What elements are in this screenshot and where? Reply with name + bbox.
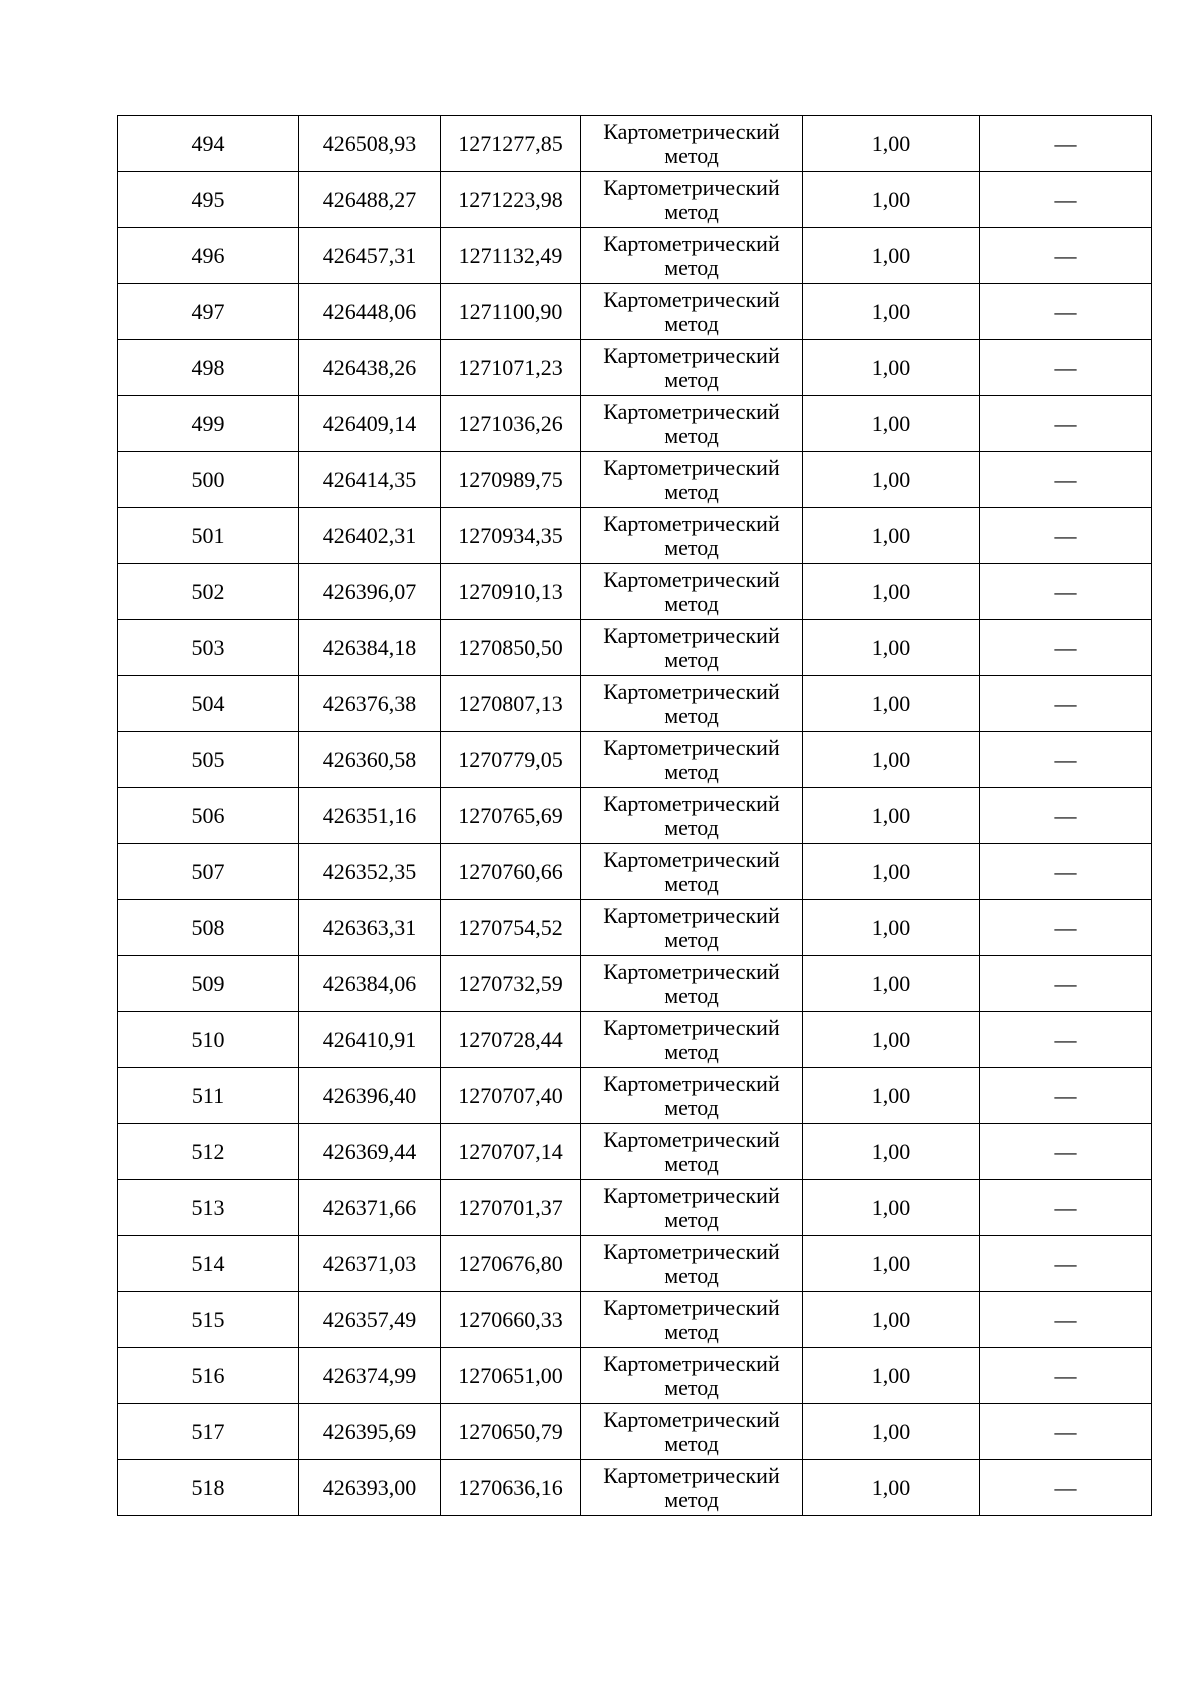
table-row (118, 1460, 1152, 1516)
accuracy-cell: 1,00 (803, 676, 980, 732)
x-coordinate-cell: 426448,06 (299, 284, 441, 340)
table-row (118, 116, 1152, 172)
y-coordinate-cell: 1270989,75 (441, 452, 581, 508)
point-number-cell: 509 (118, 956, 299, 1012)
point-number-cell: 507 (118, 844, 299, 900)
method-text: Картометрический метод (603, 1070, 780, 1120)
point-number-cell: 499 (118, 396, 299, 452)
method-cell (581, 732, 803, 788)
method-text: Картометрический метод (603, 846, 780, 896)
y-coordinate-cell: 1270651,00 (441, 1348, 581, 1404)
accuracy-cell: 1,00 (803, 732, 980, 788)
accuracy-cell: 1,00 (803, 1348, 980, 1404)
method-cell (581, 1404, 803, 1460)
note-cell: — (980, 620, 1152, 676)
note-cell: — (980, 228, 1152, 284)
method-cell (581, 228, 803, 284)
x-coordinate-cell: 426396,40 (299, 1068, 441, 1124)
note-cell: — (980, 900, 1152, 956)
accuracy-cell: 1,00 (803, 1124, 980, 1180)
method-text: Картометрический метод (603, 734, 780, 784)
method-text: Картометрический метод (603, 1350, 780, 1400)
accuracy-cell: 1,00 (803, 1180, 980, 1236)
method-cell (581, 508, 803, 564)
x-coordinate-cell: 426351,16 (299, 788, 441, 844)
table-row (118, 1292, 1152, 1348)
y-coordinate-cell: 1271071,23 (441, 340, 581, 396)
method-text: Картометрический метод (603, 398, 780, 448)
method-cell (581, 1124, 803, 1180)
accuracy-cell: 1,00 (803, 844, 980, 900)
method-cell (581, 844, 803, 900)
x-coordinate-cell: 426363,31 (299, 900, 441, 956)
x-coordinate-cell: 426414,35 (299, 452, 441, 508)
note-cell: — (980, 732, 1152, 788)
note-cell: — (980, 396, 1152, 452)
table-row (118, 844, 1152, 900)
accuracy-cell: 1,00 (803, 172, 980, 228)
method-cell (581, 1348, 803, 1404)
accuracy-cell: 1,00 (803, 900, 980, 956)
point-number-cell: 514 (118, 1236, 299, 1292)
note-cell: — (980, 844, 1152, 900)
method-text: Картометрический метод (603, 1126, 780, 1176)
y-coordinate-cell: 1270760,66 (441, 844, 581, 900)
table-row (118, 508, 1152, 564)
note-cell: — (980, 956, 1152, 1012)
y-coordinate-cell: 1271132,49 (441, 228, 581, 284)
note-cell: — (980, 452, 1152, 508)
table-row (118, 676, 1152, 732)
point-number-cell: 518 (118, 1460, 299, 1516)
note-cell: — (980, 172, 1152, 228)
method-cell (581, 676, 803, 732)
table-row (118, 732, 1152, 788)
note-cell: — (980, 1236, 1152, 1292)
y-coordinate-cell: 1270660,33 (441, 1292, 581, 1348)
point-number-cell: 503 (118, 620, 299, 676)
method-cell (581, 620, 803, 676)
method-text: Картометрический метод (603, 342, 780, 392)
coordinates-table (117, 115, 1152, 1516)
y-coordinate-cell: 1270754,52 (441, 900, 581, 956)
method-text: Картометрический метод (603, 790, 780, 840)
table-row (118, 1404, 1152, 1460)
point-number-cell: 500 (118, 452, 299, 508)
x-coordinate-cell: 426384,06 (299, 956, 441, 1012)
y-coordinate-cell: 1270934,35 (441, 508, 581, 564)
method-cell (581, 956, 803, 1012)
accuracy-cell: 1,00 (803, 1460, 980, 1516)
x-coordinate-cell: 426352,35 (299, 844, 441, 900)
x-coordinate-cell: 426374,99 (299, 1348, 441, 1404)
point-number-cell: 513 (118, 1180, 299, 1236)
method-text: Картометрический метод (603, 902, 780, 952)
x-coordinate-cell: 426393,00 (299, 1460, 441, 1516)
point-number-cell: 510 (118, 1012, 299, 1068)
note-cell: — (980, 340, 1152, 396)
table-row (118, 1124, 1152, 1180)
accuracy-cell: 1,00 (803, 1404, 980, 1460)
method-cell (581, 788, 803, 844)
method-text: Картометрический метод (603, 454, 780, 504)
x-coordinate-cell: 426457,31 (299, 228, 441, 284)
method-cell (581, 452, 803, 508)
point-number-cell: 508 (118, 900, 299, 956)
x-coordinate-cell: 426376,38 (299, 676, 441, 732)
point-number-cell: 506 (118, 788, 299, 844)
point-number-cell: 505 (118, 732, 299, 788)
table-row (118, 1348, 1152, 1404)
note-cell: — (980, 508, 1152, 564)
table-row (118, 284, 1152, 340)
method-cell (581, 1292, 803, 1348)
method-cell (581, 172, 803, 228)
accuracy-cell: 1,00 (803, 284, 980, 340)
y-coordinate-cell: 1270910,13 (441, 564, 581, 620)
y-coordinate-cell: 1271223,98 (441, 172, 581, 228)
method-text: Картометрический метод (603, 510, 780, 560)
y-coordinate-cell: 1270650,79 (441, 1404, 581, 1460)
x-coordinate-cell: 426395,69 (299, 1404, 441, 1460)
method-cell (581, 340, 803, 396)
table-row (118, 620, 1152, 676)
table-body (118, 116, 1152, 1516)
note-cell: — (980, 1292, 1152, 1348)
accuracy-cell: 1,00 (803, 1236, 980, 1292)
x-coordinate-cell: 426508,93 (299, 116, 441, 172)
x-coordinate-cell: 426488,27 (299, 172, 441, 228)
note-cell: — (980, 1180, 1152, 1236)
note-cell: — (980, 1012, 1152, 1068)
point-number-cell: 494 (118, 116, 299, 172)
accuracy-cell: 1,00 (803, 788, 980, 844)
method-cell (581, 1068, 803, 1124)
y-coordinate-cell: 1270701,37 (441, 1180, 581, 1236)
point-number-cell: 515 (118, 1292, 299, 1348)
y-coordinate-cell: 1271100,90 (441, 284, 581, 340)
method-text: Картометрический метод (603, 286, 780, 336)
note-cell: — (980, 788, 1152, 844)
y-coordinate-cell: 1271277,85 (441, 116, 581, 172)
coordinates-table-container (117, 115, 1151, 1516)
method-text: Картометрический метод (603, 1014, 780, 1064)
y-coordinate-cell: 1271036,26 (441, 396, 581, 452)
table-row (118, 340, 1152, 396)
point-number-cell: 498 (118, 340, 299, 396)
table-row (118, 900, 1152, 956)
accuracy-cell: 1,00 (803, 956, 980, 1012)
point-number-cell: 511 (118, 1068, 299, 1124)
x-coordinate-cell: 426371,66 (299, 1180, 441, 1236)
method-text: Картометрический метод (603, 118, 780, 168)
point-number-cell: 512 (118, 1124, 299, 1180)
y-coordinate-cell: 1270850,50 (441, 620, 581, 676)
table-row (118, 228, 1152, 284)
accuracy-cell: 1,00 (803, 1068, 980, 1124)
table-row (118, 452, 1152, 508)
point-number-cell: 497 (118, 284, 299, 340)
method-cell (581, 564, 803, 620)
y-coordinate-cell: 1270728,44 (441, 1012, 581, 1068)
x-coordinate-cell: 426410,91 (299, 1012, 441, 1068)
x-coordinate-cell: 426409,14 (299, 396, 441, 452)
method-cell (581, 900, 803, 956)
point-number-cell: 516 (118, 1348, 299, 1404)
x-coordinate-cell: 426402,31 (299, 508, 441, 564)
point-number-cell: 517 (118, 1404, 299, 1460)
point-number-cell: 495 (118, 172, 299, 228)
accuracy-cell: 1,00 (803, 340, 980, 396)
accuracy-cell: 1,00 (803, 452, 980, 508)
accuracy-cell: 1,00 (803, 1012, 980, 1068)
x-coordinate-cell: 426369,44 (299, 1124, 441, 1180)
y-coordinate-cell: 1270765,69 (441, 788, 581, 844)
method-text: Картометрический метод (603, 622, 780, 672)
point-number-cell: 501 (118, 508, 299, 564)
x-coordinate-cell: 426438,26 (299, 340, 441, 396)
note-cell: — (980, 1460, 1152, 1516)
note-cell: — (980, 564, 1152, 620)
note-cell: — (980, 1404, 1152, 1460)
note-cell: — (980, 1068, 1152, 1124)
accuracy-cell: 1,00 (803, 396, 980, 452)
method-cell (581, 1236, 803, 1292)
table-row (118, 1012, 1152, 1068)
x-coordinate-cell: 426396,07 (299, 564, 441, 620)
accuracy-cell: 1,00 (803, 116, 980, 172)
y-coordinate-cell: 1270779,05 (441, 732, 581, 788)
method-cell (581, 1460, 803, 1516)
method-text: Картометрический метод (603, 958, 780, 1008)
y-coordinate-cell: 1270807,13 (441, 676, 581, 732)
accuracy-cell: 1,00 (803, 228, 980, 284)
method-text: Картометрический метод (603, 174, 780, 224)
method-cell (581, 284, 803, 340)
method-text: Картометрический метод (603, 1462, 780, 1512)
table-row (118, 172, 1152, 228)
accuracy-cell: 1,00 (803, 564, 980, 620)
table-row (118, 1068, 1152, 1124)
table-row (118, 1180, 1152, 1236)
x-coordinate-cell: 426384,18 (299, 620, 441, 676)
x-coordinate-cell: 426371,03 (299, 1236, 441, 1292)
accuracy-cell: 1,00 (803, 508, 980, 564)
note-cell: — (980, 116, 1152, 172)
method-cell (581, 1180, 803, 1236)
method-cell (581, 116, 803, 172)
y-coordinate-cell: 1270707,40 (441, 1068, 581, 1124)
y-coordinate-cell: 1270707,14 (441, 1124, 581, 1180)
y-coordinate-cell: 1270732,59 (441, 956, 581, 1012)
point-number-cell: 502 (118, 564, 299, 620)
note-cell: — (980, 1348, 1152, 1404)
method-text: Картометрический метод (603, 678, 780, 728)
note-cell: — (980, 284, 1152, 340)
method-text: Картометрический метод (603, 1406, 780, 1456)
point-number-cell: 496 (118, 228, 299, 284)
method-cell (581, 396, 803, 452)
x-coordinate-cell: 426360,58 (299, 732, 441, 788)
table-row (118, 956, 1152, 1012)
table-row (118, 564, 1152, 620)
method-text: Картометрический метод (603, 230, 780, 280)
method-text: Картометрический метод (603, 1182, 780, 1232)
method-cell (581, 1012, 803, 1068)
method-text: Картометрический метод (603, 566, 780, 616)
method-text: Картометрический метод (603, 1238, 780, 1288)
table-row (118, 1236, 1152, 1292)
x-coordinate-cell: 426357,49 (299, 1292, 441, 1348)
y-coordinate-cell: 1270676,80 (441, 1236, 581, 1292)
accuracy-cell: 1,00 (803, 1292, 980, 1348)
point-number-cell: 504 (118, 676, 299, 732)
table-row (118, 396, 1152, 452)
note-cell: — (980, 1124, 1152, 1180)
note-cell: — (980, 676, 1152, 732)
method-text: Картометрический метод (603, 1294, 780, 1344)
y-coordinate-cell: 1270636,16 (441, 1460, 581, 1516)
table-row (118, 788, 1152, 844)
accuracy-cell: 1,00 (803, 620, 980, 676)
